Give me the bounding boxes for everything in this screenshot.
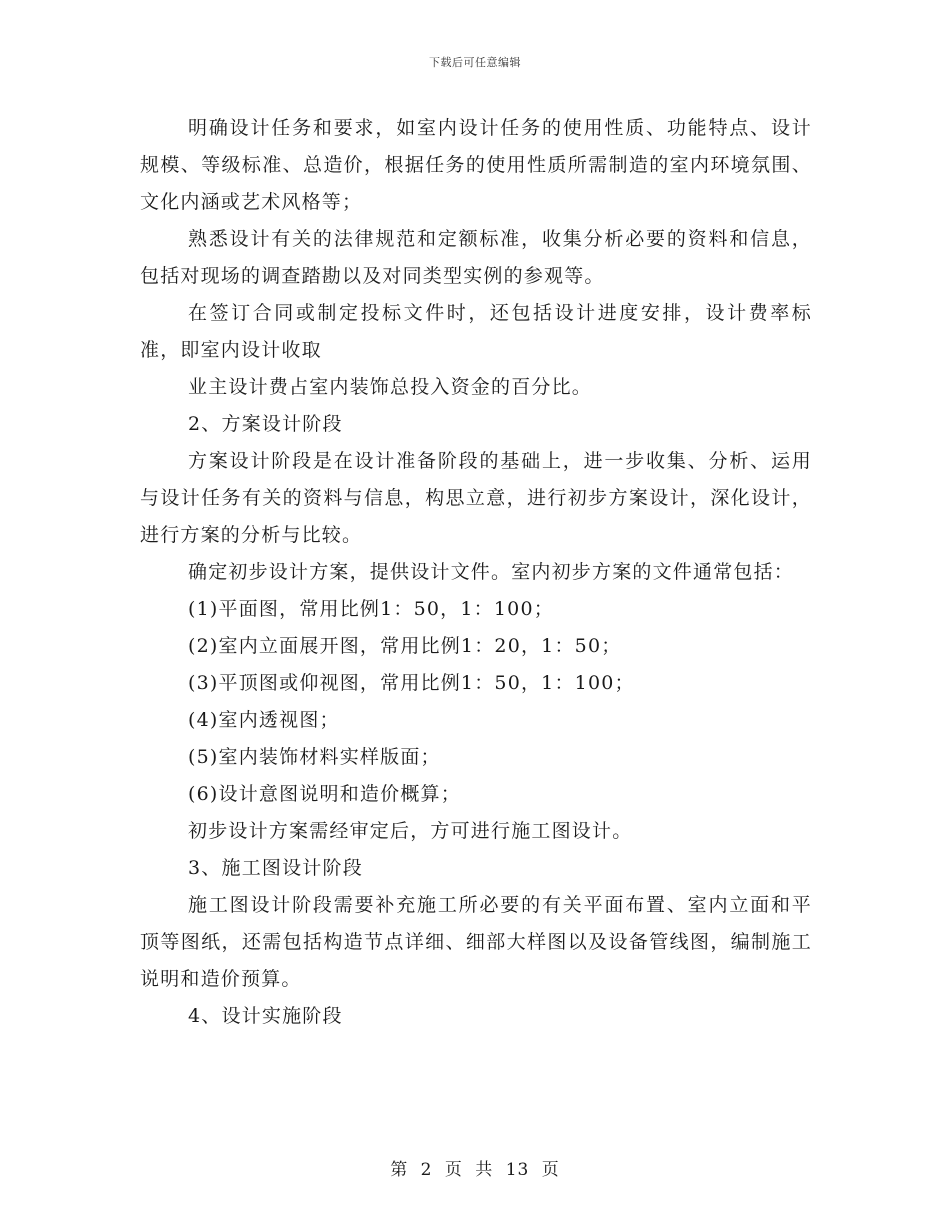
section-heading: 3、施工图设计阶段: [188, 857, 363, 879]
paragraph: 明确设计任务和要求，如室内设计任务的使用性质、功能特点、设计规模、等级标准、总造价，根据任务的使用性质所需制造的室内环境氛围、文化内涵或艺术风格等；: [140, 117, 812, 213]
paragraph: 熟悉设计有关的法律规范和定额标准，收集分析必要的资料和信息，包括对现场的调查踏勘以及对同类型实例的参观等。: [140, 228, 812, 287]
list-item: (2)室内立面展开图，常用比例1：20，1：50；: [188, 635, 622, 657]
section-heading: 4、设计实施阶段: [188, 1005, 343, 1027]
paragraph: 业主设计费占室内装饰总投入资金的百分比。: [188, 376, 593, 398]
paragraph: 初步设计方案需经审定后，方可进行施工图设计。: [188, 820, 633, 842]
paragraph: 在签订合同或制定投标文件时，还包括设计进度安排，设计费率标准，即室内设计收取: [140, 302, 812, 361]
paragraph: 确定初步设计方案，提供设计文件。室内初步方案的文件通常包括：: [188, 561, 795, 583]
page-header: 下载后可任意编辑: [429, 56, 521, 69]
section-heading: 2、方案设计阶段: [188, 413, 343, 435]
page-number-footer: 第 2 页 共 13 页: [390, 1160, 560, 1180]
list-item: (5)室内装饰材料实样版面；: [188, 746, 441, 768]
list-item: (6)设计意图说明和造价概算；: [188, 783, 461, 805]
list-item: (4)室内透视图；: [188, 709, 340, 731]
list-item: (3)平顶图或仰视图，常用比例1：50，1：100；: [188, 672, 635, 694]
paragraph: 方案设计阶段是在设计准备阶段的基础上，进一步收集、分析、运用与设计任务有关的资料与信息，构思立意，进行初步方案设计，深化设计，进行方案的分析与比较。: [140, 450, 812, 546]
document-body: [140, 110, 812, 1035]
paragraph: 施工图设计阶段需要补充施工所必要的有关平面布置、室内立面和平顶等图纸，还需包括构造节点详细、细部大样图以及设备管线图，编制施工说明和造价预算。: [140, 894, 812, 990]
list-item: (1)平面图，常用比例1：50，1：100；: [188, 598, 554, 620]
